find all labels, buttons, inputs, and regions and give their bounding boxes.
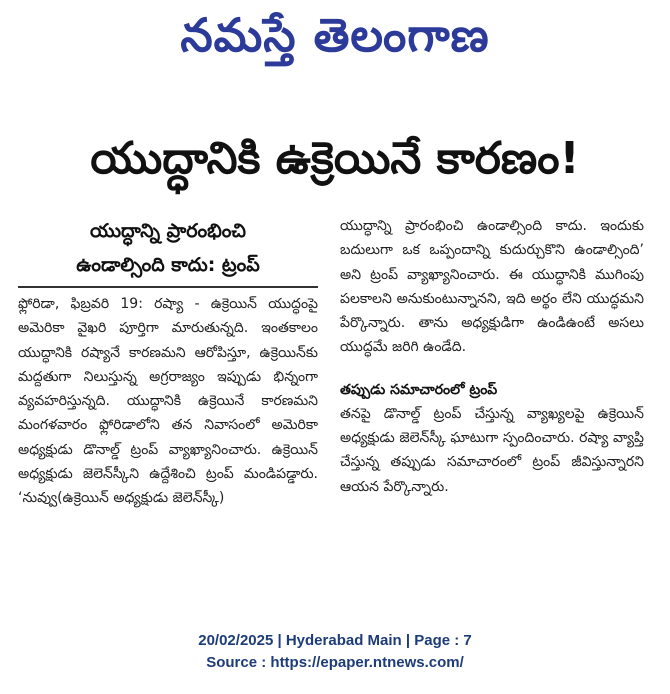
subheadline-divider	[18, 286, 318, 288]
article-body-left: ఫ్లోరిడా, ఫిబ్రవరి 19: రష్యా - ఉక్రెయిన్ యుద్ధంపై అమెరికా వైఖరి పూర్తిగా మారుతున్నది. ఇంతకాలం యుద్ధానికి రష్యానే కారణమని ఆరోపిస్తూ, ఉక్రెయిన్‌కు మద్దతుగా నిలుస్తున్న అగ్రరాజ్యం ఇప్పుడు భిన్నంగా వ్యవహరిస్తున్నది. యుద్ధానికి ఉక్రెయినే కారణమని మంగళవారం ఫ్లోరిడాలోని తన నివాసంలో అమెరికా అధ్యక్షుడు డొనాల్డ్ ట్రంప్ వ్యాఖ్యానించారు. ఉక్రెయిన్ అధ్యక్షుడు జెలెన్‌స్కీని ఉద్దేశించి ట్రంప్ మండిపడ్డారు. ‘నువ్వు(ఉక్రెయిన్ అధ్యక్షుడు జెలెన్‌స్కీ)	[18, 296, 318, 507]
left-column	[18, 214, 318, 511]
clipping-footer	[0, 630, 670, 674]
article-body-right: యుద్ధాన్ని ప్రారంభించి ఉండాల్సింది కాదు. ఇందుకు బదులుగా ఒక ఒప్పందాన్ని కుదుర్చుకొని ఉండాల్సింది’ అని ట్రంప్ వ్యాఖ్యానించారు. ఈ యుద్ధానికి ముగింపు పలకాలని అనుకుంటున్నానని, ఇది అర్థం లేని యుద్ధమని పేర్కొన్నారు. తాను అధ్యక్షుడిగా ఉండిఉంటే అసలు యుద్ధమే జరిగి ఉండేది.	[340, 218, 644, 356]
subheadline	[18, 214, 318, 282]
subheadline-line-2: ఉండాల్సింది కాదు: ట్రంప్	[76, 254, 260, 276]
masthead	[0, 6, 670, 68]
newspaper-logo: నమస్తే తెలంగాణ	[180, 8, 490, 62]
right-column	[340, 214, 644, 499]
article-body-right-2: తనపై డొనాల్డ్ ట్రంప్ చేస్తున్న వ్యాఖ్యలపై ఉక్రెయిన్ అధ్యక్షుడు జెలెన్‌స్కీ ఘాటుగా స్పందించారు. రష్యా వ్యాప్తి చేస్తున్న తప్పుడు సమాచారంలో ట్రంప్ జీవిస్తున్నారని ఆయన పేర్కొన్నారు.	[340, 405, 644, 495]
article-headline: యుద్ధానికి ఉక్రెయినే కారణం!	[90, 133, 580, 184]
footer-dateline: 20/02/2025 | Hyderabad Main | Page : 7	[198, 632, 472, 649]
subheadline-line-1: యుద్ధాన్ని ప్రారంభించి	[90, 220, 246, 242]
footer-source: Source : https://epaper.ntnews.com/	[206, 654, 464, 671]
side-heading: తప్పుడు సమాచారంలో ట్రంప్	[340, 381, 498, 398]
